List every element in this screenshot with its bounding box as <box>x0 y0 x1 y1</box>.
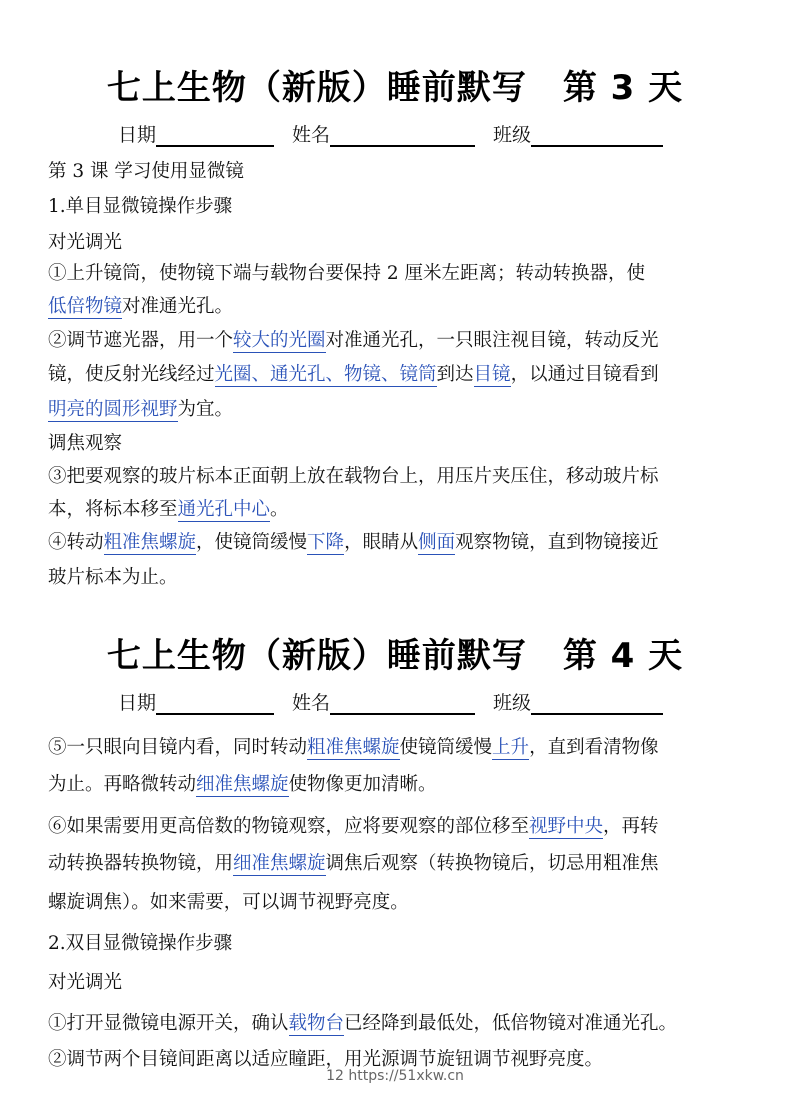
date-label: 日期 <box>118 124 157 146</box>
text-segment: 为宜。 <box>177 399 234 420</box>
text-line <box>48 259 748 285</box>
text-segment: 观察物镜，直到物镜接近 <box>455 532 659 553</box>
answer-text: 目镜 <box>473 364 511 385</box>
text-segment: ，再转 <box>603 816 659 837</box>
class-label: 班级 <box>493 124 532 146</box>
text-segment: 本，将标本移至 <box>48 499 178 520</box>
answer-text: 明亮的圆形视野 <box>48 399 178 420</box>
text-segment: ，以通过目镜看到 <box>510 364 659 385</box>
text-segment: 2.双目显微镜操作步骤 <box>48 933 233 954</box>
answer-text: 细准焦螺旋 <box>233 853 326 874</box>
text-segment: ，使镜筒缓慢 <box>196 532 308 553</box>
class-field[interactable] <box>531 125 663 147</box>
date-field[interactable] <box>156 693 274 715</box>
text-segment: 使物像更加清晰。 <box>288 774 437 795</box>
text-line <box>48 326 748 352</box>
text-segment: ⑥如果需要用更高倍数的物镜观察，应将要观察的部位移至 <box>48 816 530 837</box>
answer-text: 细准焦螺旋 <box>196 774 289 795</box>
text-segment: 螺旋调焦）。如来需要，可以调节视野亮度。 <box>48 892 409 913</box>
date-label: 日期 <box>118 692 157 714</box>
answer-text: 上升 <box>492 737 530 758</box>
page-footer: 12 https://51xkw.cn <box>326 1068 464 1084</box>
day-label: 第 3 天 <box>562 68 684 108</box>
text-line <box>48 429 748 455</box>
info-row-day4 <box>118 688 681 715</box>
text-line <box>48 292 748 318</box>
text-line <box>48 360 748 386</box>
text-segment: 调焦观察 <box>48 433 123 454</box>
text-segment: 玻片标本为止。 <box>48 567 178 588</box>
class-label: 班级 <box>493 692 532 714</box>
answer-text: 载物台 <box>288 1013 345 1034</box>
text-line <box>48 929 748 955</box>
text-line <box>48 888 748 914</box>
text-segment: 对准通光孔，一只眼注视目镜，转动反光 <box>325 330 659 351</box>
text-line <box>48 733 748 759</box>
text-segment: 。 <box>270 499 289 520</box>
answer-text: 粗准焦螺旋 <box>103 532 197 553</box>
text-segment: 对光调光 <box>48 972 123 993</box>
text-segment: 为止。再略微转动 <box>48 774 197 795</box>
text-segment: ④转动 <box>48 532 104 553</box>
answer-text: 侧面 <box>418 532 456 553</box>
text-segment: 对准通光孔。 <box>122 296 234 317</box>
text-segment: 动转换器转换物镜，用 <box>48 853 234 874</box>
text-line <box>48 528 748 554</box>
text-line <box>48 228 748 254</box>
day-label: 第 4 天 <box>562 636 684 676</box>
text-line <box>48 812 748 838</box>
text-segment: 到达 <box>436 364 474 385</box>
date-field[interactable] <box>156 125 274 147</box>
text-segment: 已经降到最低处，低倍物镜对准通光孔。 <box>344 1013 678 1034</box>
name-label: 姓名 <box>292 692 331 714</box>
answer-text: 粗准焦螺旋 <box>307 737 400 758</box>
name-field[interactable] <box>330 693 475 715</box>
text-segment: 1.单目显微镜操作步骤 <box>48 196 233 217</box>
name-field[interactable] <box>330 125 475 147</box>
info-row-day3 <box>118 120 681 147</box>
text-segment: ③把要观察的玻片标本正面朝上放在载物台上，用压片夹压住，移动玻片标 <box>48 466 659 487</box>
answer-text: 下降 <box>307 532 345 553</box>
text-line <box>48 157 748 183</box>
text-segment: ，直到看清物像 <box>529 737 659 758</box>
title-text: 七上生物（新版）睡前默写 <box>106 68 527 108</box>
answer-text: 通光孔中心 <box>177 499 271 520</box>
answer-text: 较大的光圈 <box>233 330 326 351</box>
text-segment: ⑤一只眼向目镜内看，同时转动 <box>48 737 308 758</box>
text-segment: ②调节两个目镜间距离以适应瞳距，用光源调节旋钮调节视野亮度。 <box>48 1049 604 1070</box>
text-segment: ①打开显微镜电源开关，确认 <box>48 1013 289 1034</box>
answer-text: 视野中央 <box>529 816 604 837</box>
answer-text: 光圈、通光孔、物镜、镜筒 <box>214 364 437 385</box>
page-title-day3 <box>0 60 790 109</box>
text-line <box>48 395 748 421</box>
text-segment: ②调节遮光器，用一个 <box>48 330 234 351</box>
text-line <box>48 192 748 218</box>
title-text: 七上生物（新版）睡前默写 <box>106 636 527 676</box>
text-segment: 调焦后观察（转换物镜后，切忌用粗准焦 <box>325 853 659 874</box>
class-field[interactable] <box>531 693 663 715</box>
page-title-day4 <box>0 628 790 677</box>
text-line <box>48 770 748 796</box>
text-segment: 第 3 课 学习使用显微镜 <box>48 161 244 182</box>
text-segment: 镜，使反射光线经过 <box>48 364 215 385</box>
text-segment: 使镜筒缓慢 <box>399 737 493 758</box>
text-segment: ①上升镜筒，使物镜下端与载物台要保持 2 厘米左距离；转动转换器，使 <box>48 263 646 284</box>
text-line <box>48 849 748 875</box>
answer-text: 低倍物镜 <box>48 296 123 317</box>
text-line <box>48 495 748 521</box>
text-line <box>48 563 748 589</box>
text-line <box>48 968 748 994</box>
text-line <box>48 1009 748 1035</box>
text-line <box>48 462 748 488</box>
name-label: 姓名 <box>292 124 331 146</box>
text-segment: ，眼睛从 <box>344 532 419 553</box>
text-segment: 对光调光 <box>48 232 123 253</box>
